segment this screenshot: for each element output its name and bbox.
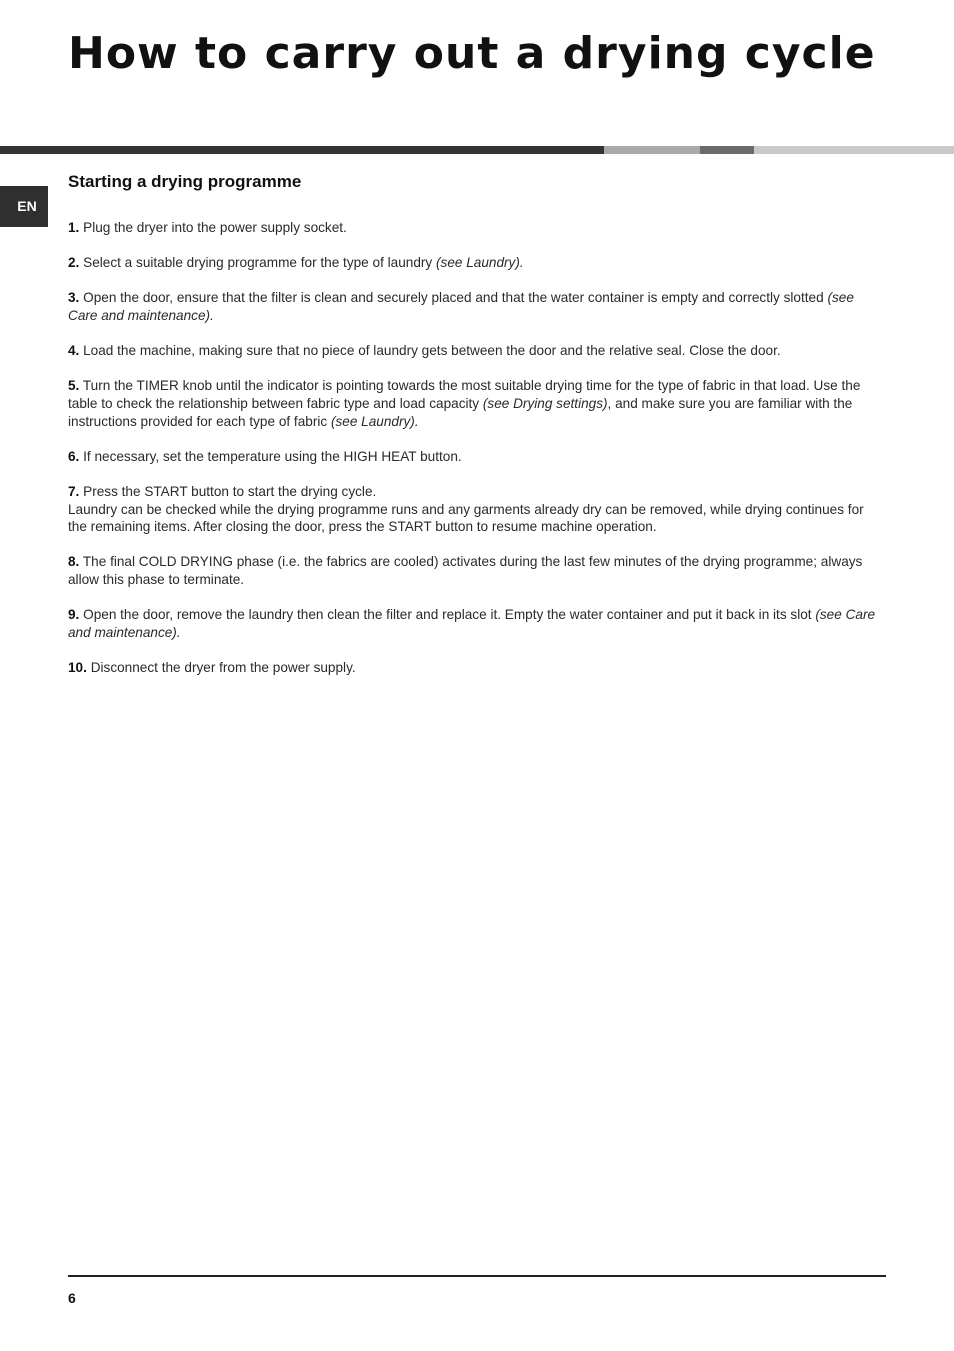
step-number: 8.: [68, 554, 80, 570]
step-item: [68, 254, 886, 272]
step-text: Open the door, remove the laundry then clean the filter and replace it. Empty the water container and put it back in its slot: [83, 607, 816, 623]
step-number: 1.: [68, 220, 80, 235]
page-number: 6: [68, 1290, 76, 1306]
step-text: Select a suitable drying programme for the type of laundry: [83, 255, 436, 271]
step-item: [68, 448, 886, 466]
step-number: 5.: [68, 378, 80, 394]
language-tab: EN: [0, 186, 48, 227]
step-number: 7.: [68, 483, 80, 499]
step-number: 9.: [68, 607, 80, 623]
step-cross-reference: (see Laundry).: [436, 255, 524, 271]
step-text: , and make sure you are familiar with the instructions provided for each type of fabric: [68, 395, 853, 429]
step-number: 2.: [68, 255, 80, 271]
step-extra-text: Laundry can be checked while the drying programme runs and any garments already dry can be removed, while drying continues for the remaining items. After closing the door, press the START button to resume machine operation.: [68, 501, 864, 535]
section-heading: Starting a drying programme: [68, 172, 302, 191]
footer-rule: [68, 1275, 886, 1277]
step-item: [68, 553, 886, 588]
page-title: How to carry out a drying cycle: [68, 28, 876, 79]
step-text: Turn the TIMER knob until the indicator is pointing towards the most suitable drying time for the type of fabric in that load. Use the table to check the relationship between fabric type and load capacity: [68, 378, 861, 411]
step-text: The final COLD DRYING phase (i.e. the fabrics are cooled) activates during the last few minutes of the drying programme; always allow this phase to terminate.: [68, 554, 863, 587]
step-cross-reference: (see Care and maintenance).: [68, 290, 854, 323]
step-item: [68, 377, 886, 430]
step-item: [68, 483, 886, 536]
step-text: Load the machine, making sure that no piece of laundry gets between the door and the relative seal. Close the door.: [83, 343, 781, 359]
steps-list: [68, 219, 886, 694]
step-text: Disconnect the dryer from the power supply.: [90, 659, 356, 675]
step-item: [68, 289, 886, 324]
step-item: [68, 342, 886, 360]
step-text: Plug the dryer into the power supply socket.: [83, 220, 347, 235]
header-bar-segment-light: [754, 146, 954, 154]
step-number: 10.: [68, 659, 87, 675]
step-item: [68, 219, 886, 237]
step-text: Open the door, ensure that the filter is clean and securely placed and that the water container is empty and correctly slotted: [83, 290, 828, 306]
step-number: 6.: [68, 448, 80, 464]
step-number: 3.: [68, 290, 80, 306]
header-bar-segment-dark: [0, 146, 604, 154]
step-text: Press the START button to start the drying cycle.: [83, 483, 377, 499]
step-text: If necessary, set the temperature using the HIGH HEAT button.: [83, 448, 462, 464]
step-cross-reference: (see Care and maintenance).: [68, 607, 876, 640]
step-cross-reference: (see Laundry).: [330, 413, 419, 429]
step-number: 4.: [68, 343, 80, 359]
header-bar-segment-mid: [604, 146, 700, 154]
step-cross-reference: (see Drying settings): [482, 395, 608, 411]
step-item: [68, 606, 886, 641]
step-item: [68, 659, 886, 677]
header-color-bar: [0, 146, 954, 154]
header-bar-segment-darkmid: [700, 146, 754, 154]
